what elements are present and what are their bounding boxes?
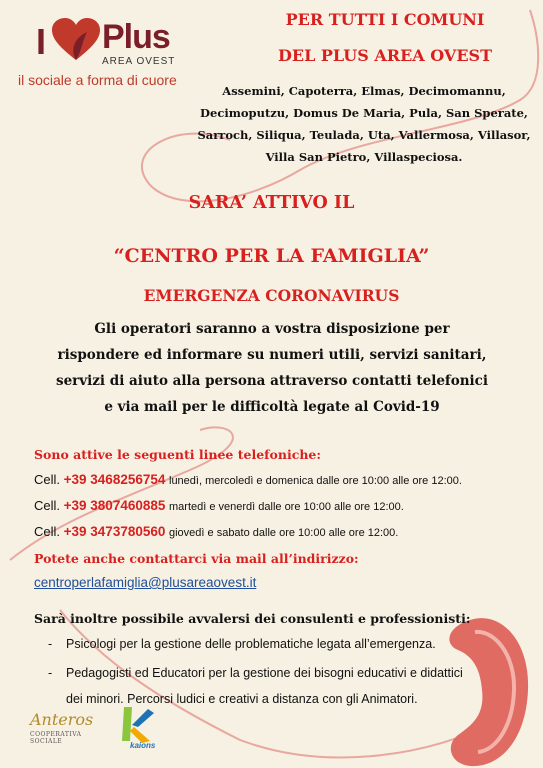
towns-line: Villa San Pietro, Villaspeciosa. [265, 150, 463, 164]
mail-title: Potete anche contattarci via mail all’indirizzo: [34, 551, 359, 566]
phone-hours: martedì e venerdì dalle ore 10:00 alle ore 12:00. [169, 501, 404, 513]
consultant-item [48, 660, 463, 687]
phone-lines-title: Sono attive le seguenti linee telefoniche: [34, 447, 321, 462]
consultant-item-continued: dei minori. Percorsi ludici e creativi a distanza con gli Animatori. [66, 692, 418, 706]
logo-brand: Plus [102, 18, 170, 56]
intro-line: e via mail per le difficoltà legate al Covid-19 [104, 399, 440, 415]
bullet-dash: - [48, 666, 53, 680]
towns-line: Decimoputzu, Domus De Maria, Pula, San Sperate, [200, 106, 528, 120]
anteros-subtitle: COOPERATIVA SOCIALE [30, 731, 82, 745]
consultant-item [48, 631, 436, 658]
kaions-logo [118, 705, 198, 760]
intro-line: Gli operatori saranno a vostra disposizione per [94, 321, 450, 337]
cell-prefix: Cell. [34, 524, 61, 539]
phone-line [34, 524, 398, 539]
intro-line: servizi di aiuto alla persona attraverso contatti telefonici [55, 373, 489, 389]
email-link[interactable]: centroperlafamiglia@plusareaovest.it [34, 575, 257, 590]
phone-number[interactable]: +39 3807460885 [63, 498, 166, 513]
logo-i: I [36, 21, 47, 62]
logo-tagline: il sociale a forma di cuore [18, 72, 177, 88]
towns-list [188, 80, 540, 168]
anteros-logo [30, 710, 110, 745]
consultant-text: Pedagogisti ed Educatori per la gestione dei bisogni educativi e didattici [66, 666, 463, 680]
logo-area: AREA OVEST [102, 56, 176, 67]
plus-area-ovest-logo [14, 8, 194, 96]
phone-hours: lunedì, mercoledì e domenica dalle ore 10:00 alle ore 12:00. [169, 475, 462, 487]
consultant-text: Psicologi per la gestione delle problematiche legata all’emergenza. [66, 637, 436, 651]
intro-paragraph [22, 316, 522, 420]
header-title-line2: DEL PLUS AREA OVEST [278, 46, 492, 65]
emergenza-heading: EMERGENZA CORONAVIRUS [143, 286, 400, 305]
header-title-line1: PER TUTTI I COMUNI [285, 10, 485, 29]
consultants-title: Sarà inoltre possibile avvalersi dei consulenti e professionisti: [34, 611, 471, 626]
cell-prefix: Cell. [34, 472, 61, 487]
kaions-name: kaions [130, 741, 156, 750]
bullet-dash: - [48, 637, 53, 651]
anteros-name: Anteros [30, 710, 94, 729]
towns-line: Assemini, Capoterra, Elmas, Decimomannu, [222, 84, 506, 98]
telephone-handset-icon [449, 618, 528, 766]
phone-hours: giovedì e sabato dalle ore 10:00 alle ore 12:00. [169, 527, 399, 539]
phone-number[interactable]: +39 3468256754 [63, 472, 166, 487]
cell-prefix: Cell. [34, 498, 61, 513]
centro-famiglia-heading: “CENTRO PER LA FAMIGLIA” [113, 245, 430, 267]
heart-icon [52, 18, 100, 62]
phone-line [34, 498, 404, 513]
towns-line: Sarroch, Siliqua, Teulada, Uta, Vallermosa, Villasor, [197, 128, 531, 142]
kaions-k-icon [118, 705, 158, 745]
intro-line: rispondere ed informare su numeri utili, servizi sanitari, [57, 347, 487, 363]
phone-number[interactable]: +39 3473780560 [63, 524, 166, 539]
sara-attivo-heading: SARA’ ATTIVO IL [188, 193, 355, 213]
phone-line [34, 472, 462, 487]
